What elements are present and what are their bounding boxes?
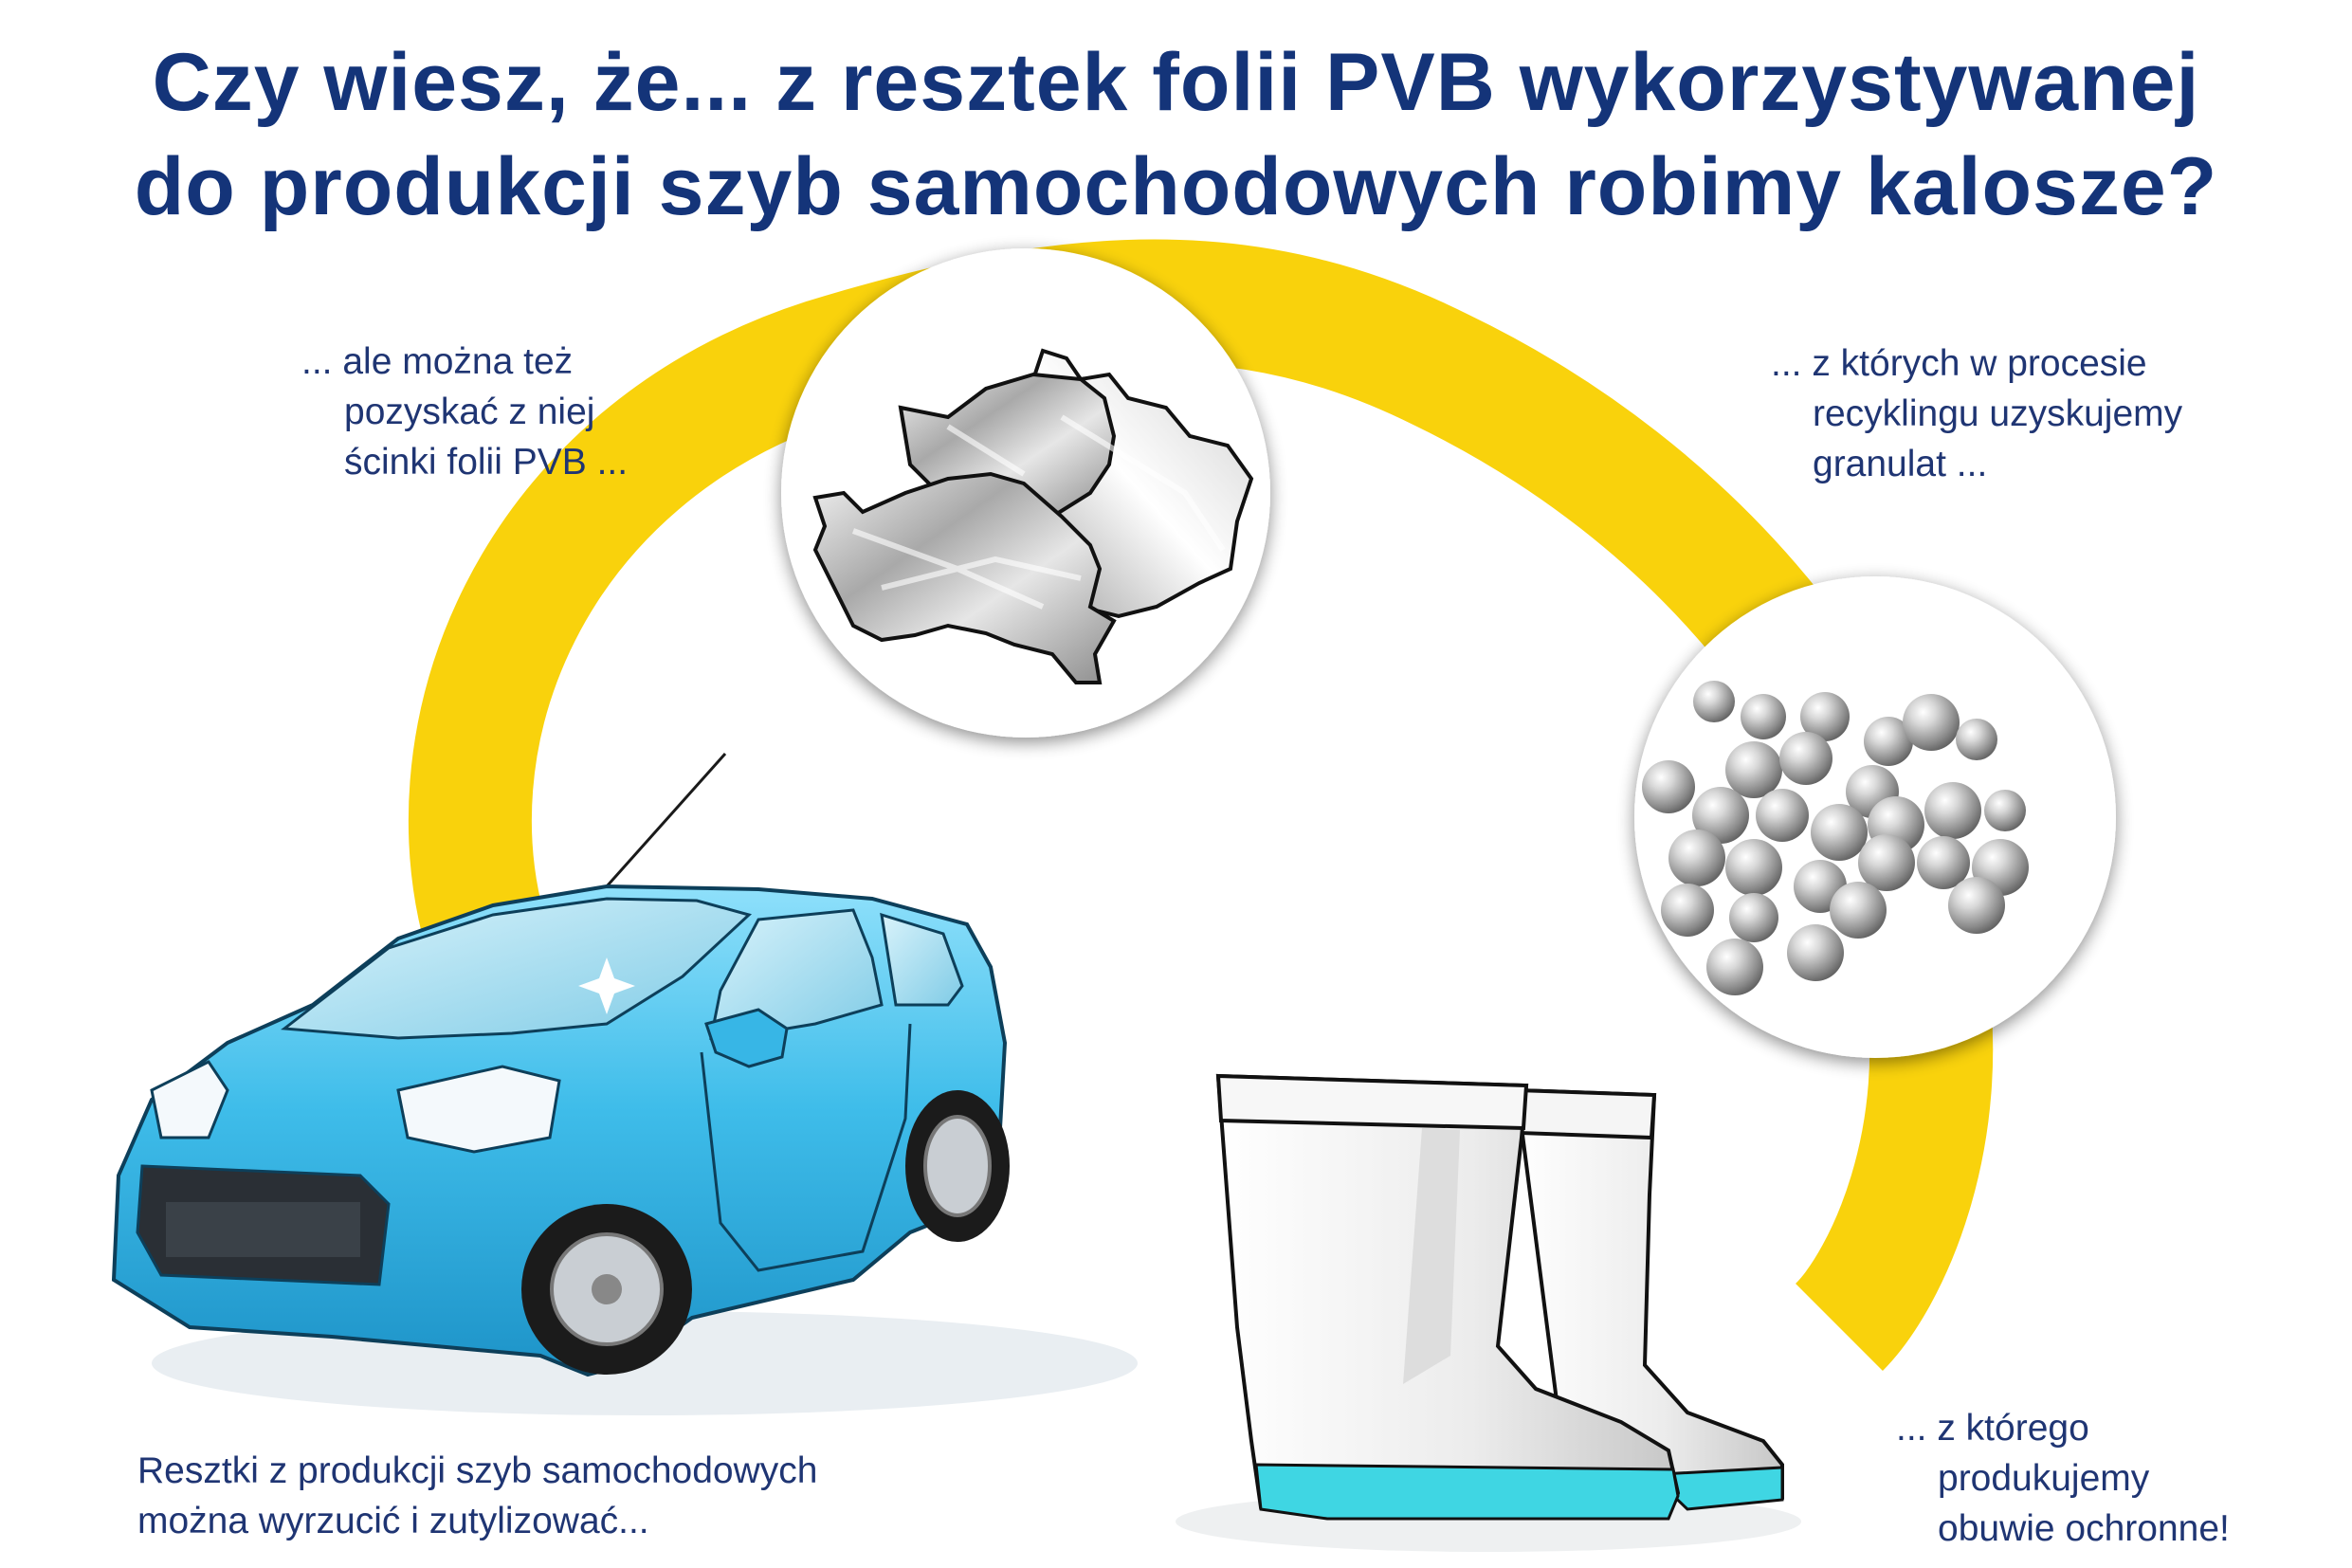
step-3-line: ... z których w procesie xyxy=(1771,343,2147,384)
pellet xyxy=(1984,790,2026,831)
pellet xyxy=(1787,924,1844,981)
step-4-line: obuwie ochronne! xyxy=(1938,1508,2230,1549)
pellet xyxy=(1729,893,1778,942)
pellet xyxy=(1741,694,1786,739)
pellet xyxy=(1725,839,1782,896)
pellet xyxy=(1706,939,1763,995)
pellet xyxy=(1693,681,1735,722)
step-2-line: ścinki folii PVB ... xyxy=(344,442,629,483)
pellet xyxy=(1858,834,1915,891)
page-title-line-1: Czy wiesz, że... z resztek folii PVB wykorzystywanej xyxy=(152,37,2200,128)
pellet xyxy=(1956,719,1997,760)
pellet xyxy=(1830,882,1887,939)
pellet xyxy=(1725,741,1782,798)
page-title-line-2: do produkcji szyb samochodowych robimy kalosze? xyxy=(134,141,2218,232)
pellet xyxy=(1811,804,1868,861)
pvb-granulate-icon xyxy=(1634,576,2116,1058)
step-3-caption xyxy=(1771,338,2182,489)
pellet xyxy=(1661,884,1714,937)
pellet xyxy=(1924,782,1981,839)
pvb-film-scraps-icon xyxy=(781,248,1270,738)
step-4-caption xyxy=(1896,1403,2230,1554)
step-1-line: można wyrzucić i zutylizować... xyxy=(137,1501,649,1541)
step-1-line: Resztki z produkcji szyb samochodowych xyxy=(137,1450,818,1491)
pellet xyxy=(1779,732,1832,785)
pellet xyxy=(1756,789,1809,842)
pellet xyxy=(1903,694,1960,751)
step-1-caption xyxy=(137,1446,817,1546)
pellet xyxy=(1948,877,2005,934)
step-4-line: produkujemy xyxy=(1938,1458,2150,1499)
pellet xyxy=(1642,760,1695,813)
step-4-line: ... z którego xyxy=(1896,1408,2089,1449)
step-3-line: granulat ... xyxy=(1813,444,1988,484)
step-2-caption xyxy=(301,337,628,487)
step-2-line: pozyskać z niej xyxy=(344,392,595,432)
step-2-line: ... ale można też xyxy=(301,341,574,382)
pellet xyxy=(1668,830,1725,886)
car-icon xyxy=(114,754,1138,1415)
step-3-line: recyklingu uzyskujemy xyxy=(1813,393,2183,434)
rubber-boots-icon xyxy=(1176,1076,1801,1552)
